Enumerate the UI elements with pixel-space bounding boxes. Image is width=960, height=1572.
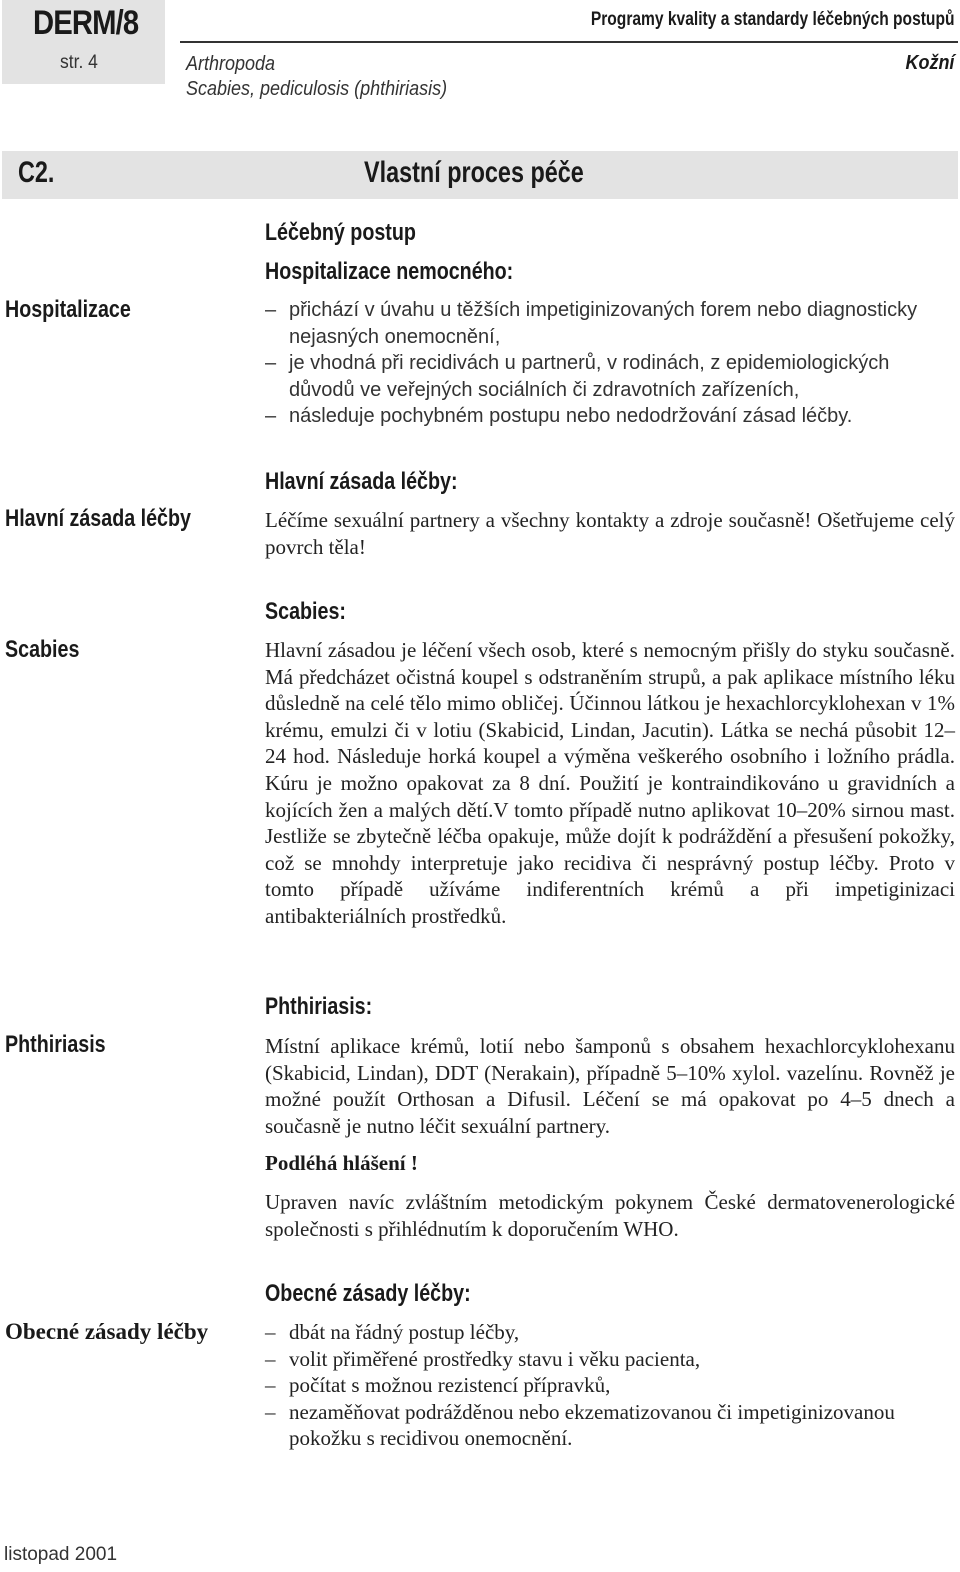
- list-item: – je vhodná při recidivách u partnerů, v rodinách, z epidemiologických důvodů ve veřejných sociálních či zdravotních zařízeních,: [265, 350, 955, 403]
- notice-text: Podléhá hlášení !: [265, 1151, 418, 1175]
- phthiriasis-heading: Phthiriasis:: [265, 993, 373, 1020]
- list-item: – nezaměňovat podrážděnou nebo ekzematizovanou či impetiginizovanou pokožku s recidivou onemocnění.: [265, 1399, 955, 1452]
- treatment-heading: Léčebný postup: [265, 219, 416, 246]
- list-item: – volit přiměřené prostředky stavu i věku pacienta,: [265, 1346, 955, 1373]
- sidebar-label-hospitalization: Hospitalizace: [5, 296, 131, 323]
- hospitalization-heading: Hospitalizace nemocného:: [265, 258, 514, 285]
- general-principles-heading: Obecné zásady léčby:: [265, 1280, 471, 1307]
- section-code: C2.: [18, 156, 55, 189]
- topic-line-2: Scabies, pediculosis (phthiriasis): [186, 78, 448, 100]
- hospitalization-list: [265, 297, 955, 430]
- document-code: DERM/8: [33, 4, 139, 42]
- general-principles-list: [265, 1319, 955, 1452]
- sidebar-label-main-principle: Hlavní zásada léčby: [5, 505, 191, 532]
- list-item: – přichází v úvahu u těžších impetiginizovaných forem nebo diagnosticky nejasných onemocnění,: [265, 297, 955, 350]
- main-principle-heading: Hlavní zásada léčby:: [265, 468, 458, 495]
- scabies-heading: Scabies:: [265, 598, 346, 625]
- list-item: – dbát na řádný postup léčby,: [265, 1319, 955, 1346]
- page-number: str. 4: [60, 52, 98, 73]
- category-label: Kožní: [905, 52, 954, 74]
- adapted-note: Upraven navíc zvláštním metodickým pokynem České dermatovenerologické společnosti s přihlédnutím k doporučením WHO.: [265, 1190, 955, 1241]
- series-title: Programy kvality a standardy léčebných postupů: [590, 9, 954, 30]
- scabies-text: Hlavní zásadou je léčení všech osob, které s nemocným přišly do styku současně. Má předcházet očistná koupel s odstraněním strupů, a pak aplikace místního léku důsledně na celé tělo mimo obličej. Účinnou látkou je hexachlorcyklohexan v 1% krému, emulzi či v lotiu (Skabicid, Lindan, Jacutin). Látka se nechá působit 12–24 hod. Následuje horká koupel a výměna veškerého osobního i ložního prádla. Kúru je možno opakovat za 8 dní. Použití je kontraindikováno u gravidních a kojících žen a malých dětí.V tomto případě nutno aplikovat 10–20% sirnou mast. Jestliže se zbytečně léčba opakuje, může dojít k podráždění a přesušení pokožky, což se mnohdy interpretuje jako recidiva či nesprávný postup léčby. Proto v tomto případě užíváme indiferentních krémů a při impetiginizaci antibakteriálních prostředků.: [265, 638, 955, 928]
- sidebar-label-scabies: Scabies: [5, 636, 80, 663]
- sidebar-label-phthiriasis: Phthiriasis: [5, 1031, 106, 1058]
- header-divider: [180, 41, 958, 43]
- footer-date: listopad 2001: [4, 1544, 118, 1565]
- sidebar-label-general-principles: Obecné zásady léčby: [5, 1319, 209, 1344]
- topic-line-1: Arthropoda: [186, 53, 276, 75]
- list-item: – následuje pochybném postupu nebo nedodržování zásad léčby.: [265, 403, 955, 430]
- phthiriasis-text: Místní aplikace krémů, lotií nebo šamponů s obsahem hexachlorcyklohexanu (Skabicid, Lindan), DDT (Nerakain), případně 5–10% xylol. vazelínu. Rovněž je možné použít Orthosan a Difusil. Léčení se má opakovat po 4–5 dnech a současně je nutno léčit sexuální partnery.: [265, 1034, 955, 1138]
- list-item: – počítat s možnou rezistencí přípravků,: [265, 1372, 955, 1399]
- main-principle-text: Léčíme sexuální partnery a všechny kontakty a zdroje současně! Ošetřujeme celý povrch těla!: [265, 508, 955, 559]
- section-title: Vlastní proces péče: [364, 156, 584, 189]
- topic: [186, 52, 447, 102]
